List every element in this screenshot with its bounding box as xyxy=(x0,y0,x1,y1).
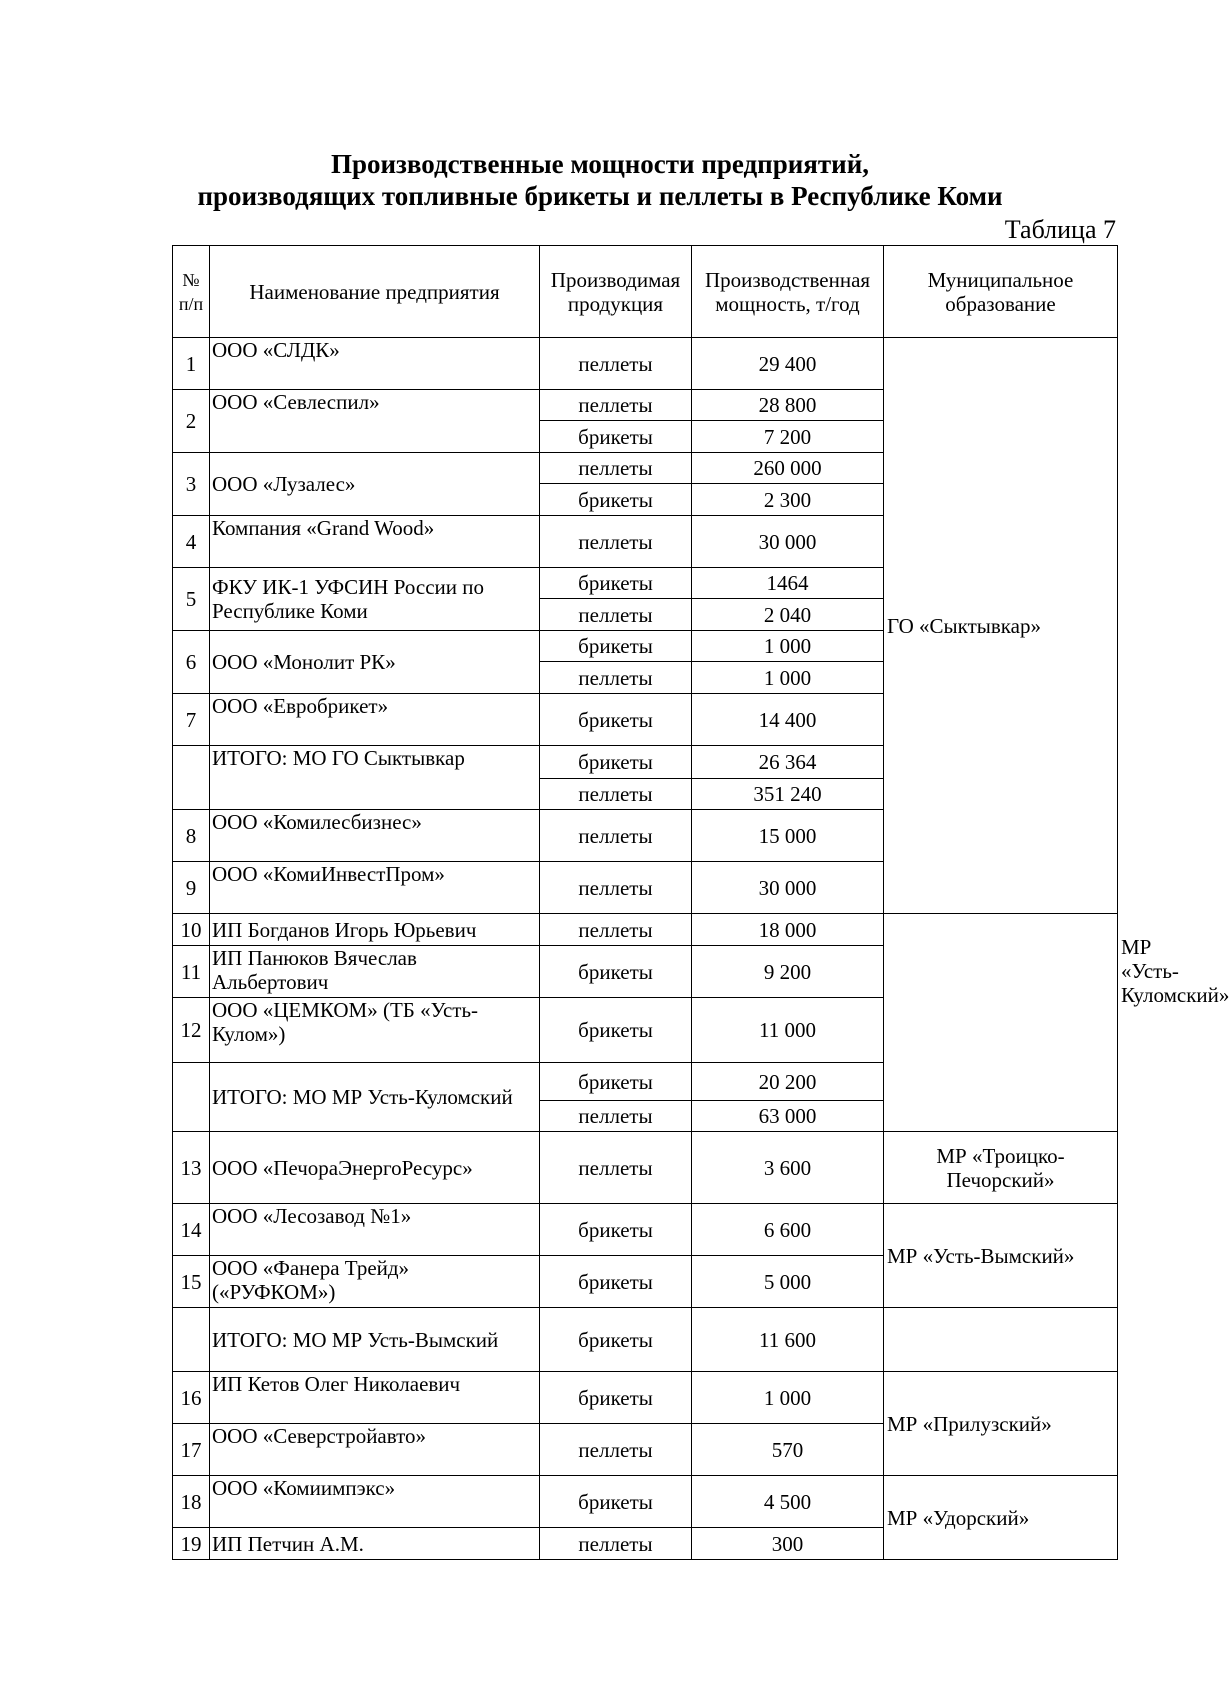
document-title-line1: Производственные мощности предприятий, xyxy=(330,149,870,179)
capacity-cell: 28 800 xyxy=(692,390,884,421)
company-name: ООО «ЦЕМКОМ» (ТБ «Усть-Кулом») xyxy=(210,998,540,1063)
capacity-cell: 1 000 xyxy=(692,1372,884,1424)
product-cell: брикеты xyxy=(540,568,692,599)
capacity-cell: 15 000 xyxy=(692,810,884,862)
company-name: ООО «Северстройавто» xyxy=(210,1424,540,1476)
row-num xyxy=(173,1063,210,1132)
capacity-cell: 18 000 xyxy=(692,914,884,946)
header-product: Производимая продукция xyxy=(540,246,692,338)
capacity-cell: 6 600 xyxy=(692,1204,884,1256)
capacity-cell: 14 400 xyxy=(692,694,884,746)
row-num: 5 xyxy=(173,568,210,631)
header-num: № п/п xyxy=(173,246,210,338)
table-row xyxy=(173,1132,1118,1204)
row-num: 18 xyxy=(173,1476,210,1528)
municipality-cell: ГО «Сыктывкар» xyxy=(884,338,1118,914)
company-name: ИП Богданов Игорь Юрьевич xyxy=(210,914,540,946)
company-name: ФКУ ИК-1 УФСИН России по Республике Коми xyxy=(210,568,540,631)
product-cell: пеллеты xyxy=(540,810,692,862)
product-cell: брикеты xyxy=(540,946,692,998)
header-capacity: Производственная мощность, т/год xyxy=(692,246,884,338)
row-num xyxy=(173,746,210,810)
capacity-cell: 30 000 xyxy=(692,862,884,914)
row-num: 14 xyxy=(173,1204,210,1256)
capacity-cell: 300 xyxy=(692,1528,884,1560)
capacity-table xyxy=(172,245,1229,1560)
table-header-row xyxy=(173,246,1118,338)
row-num: 9 xyxy=(173,862,210,914)
table-row xyxy=(173,998,1118,1063)
product-cell: брикеты xyxy=(540,1204,692,1256)
capacity-cell: 11 600 xyxy=(692,1308,884,1372)
total-label: ИТОГО: МО МР Усть-Куломский xyxy=(210,1063,540,1132)
company-name: ООО «Севлеспил» xyxy=(210,390,540,453)
product-cell: пеллеты xyxy=(540,1132,692,1204)
capacity-cell: 1 000 xyxy=(692,662,884,694)
product-cell: пеллеты xyxy=(540,599,692,631)
product-cell: брикеты xyxy=(540,1476,692,1528)
capacity-cell: 4 500 xyxy=(692,1476,884,1528)
product-cell: пеллеты xyxy=(540,516,692,568)
company-name: ООО «Комиимпэкс» xyxy=(210,1476,540,1528)
product-cell: пеллеты xyxy=(540,662,692,694)
capacity-cell: 3 600 xyxy=(692,1132,884,1204)
company-name: Компания «Grand Wood» xyxy=(210,516,540,568)
company-name: ООО «Евробрикет» xyxy=(210,694,540,746)
capacity-cell: 2 040 xyxy=(692,599,884,631)
table-row: 8 ООО «Комилесбизнес» пеллеты 15 000 МР «Усть-Куломский» xyxy=(173,810,1118,862)
row-num: 2 xyxy=(173,390,210,453)
row-num: 13 xyxy=(173,1132,210,1204)
header-name: Наименование предприятия xyxy=(210,246,540,338)
company-name: ООО «ПечораЭнергоРесурс» xyxy=(210,1132,540,1204)
row-num: 6 xyxy=(173,631,210,694)
municipality-cell: МР «Удорский» xyxy=(884,1476,1118,1560)
product-cell: пеллеты xyxy=(540,1424,692,1476)
row-num: 17 xyxy=(173,1424,210,1476)
company-name: ООО «Лузалес» xyxy=(210,453,540,516)
product-cell: брикеты xyxy=(540,1256,692,1308)
company-name: ООО «Комилесбизнес» xyxy=(210,810,540,862)
company-name: ООО «СЛДК» xyxy=(210,338,540,390)
document-title-line2: производящих топливные брикеты и пеллеты в Республике Коми xyxy=(197,181,1003,211)
product-cell: пеллеты xyxy=(540,338,692,390)
company-name: ООО «Лесозавод №1» xyxy=(210,1204,540,1256)
product-cell: пеллеты xyxy=(540,1101,692,1132)
row-num: 8 xyxy=(173,810,210,862)
table-row xyxy=(173,1476,1118,1528)
capacity-cell: 351 240 xyxy=(692,779,884,810)
table-row xyxy=(173,1204,1118,1256)
product-cell: пеллеты xyxy=(540,914,692,946)
capacity-cell: 63 000 xyxy=(692,1101,884,1132)
capacity-cell: 7 200 xyxy=(692,421,884,453)
row-num: 1 xyxy=(173,338,210,390)
product-cell: брикеты xyxy=(540,1372,692,1424)
row-num: 10 xyxy=(173,914,210,946)
capacity-cell: 1464 xyxy=(692,568,884,599)
product-cell: брикеты xyxy=(540,694,692,746)
company-name: ИП Кетов Олег Николаевич xyxy=(210,1372,540,1424)
company-name: ИП Петчин А.М. xyxy=(210,1528,540,1560)
product-cell: брикеты xyxy=(540,1308,692,1372)
table-row xyxy=(173,1372,1118,1424)
capacity-cell: 20 200 xyxy=(692,1063,884,1101)
capacity-cell: 11 000 xyxy=(692,998,884,1063)
company-name: ООО «Монолит РК» xyxy=(210,631,540,694)
header-municipality: Муниципальное образование xyxy=(884,246,1118,338)
capacity-cell: 30 000 xyxy=(692,516,884,568)
product-cell: пеллеты xyxy=(540,1528,692,1560)
capacity-cell: 26 364 xyxy=(692,746,884,779)
product-cell: брикеты xyxy=(540,421,692,453)
municipality-cell: МР «Прилузский» xyxy=(884,1372,1118,1476)
row-num: 11 xyxy=(173,946,210,998)
capacity-cell: 570 xyxy=(692,1424,884,1476)
capacity-cell: 29 400 xyxy=(692,338,884,390)
capacity-cell: 260 000 xyxy=(692,453,884,484)
product-cell: пеллеты xyxy=(540,862,692,914)
product-cell: брикеты xyxy=(540,484,692,516)
capacity-cell: 1 000 xyxy=(692,631,884,662)
capacity-cell: 5 000 xyxy=(692,1256,884,1308)
row-num: 7 xyxy=(173,694,210,746)
table-number: Таблица 7 xyxy=(1004,215,1116,244)
product-cell: брикеты xyxy=(540,1063,692,1101)
row-num: 3 xyxy=(173,453,210,516)
row-num: 16 xyxy=(173,1372,210,1424)
municipality-cell: МР «Троицко-Печорский» xyxy=(884,1132,1118,1204)
municipality-cell: МР «Усть-Вымский» xyxy=(884,1204,1118,1308)
company-name: ИП Панюков Вячеслав Альбертович xyxy=(210,946,540,998)
company-name: ООО «Фанера Трейд» («РУФКОМ») xyxy=(210,1256,540,1308)
row-num: 15 xyxy=(173,1256,210,1308)
row-num: 19 xyxy=(173,1528,210,1560)
product-cell: пеллеты xyxy=(540,390,692,421)
row-num: 12 xyxy=(173,998,210,1063)
row-num xyxy=(173,1308,210,1372)
row-num: 4 xyxy=(173,516,210,568)
total-row xyxy=(173,1063,1118,1101)
municipality-cell xyxy=(884,1308,1118,1372)
product-cell: брикеты xyxy=(540,746,692,779)
company-name: ООО «КомиИнвестПром» xyxy=(210,862,540,914)
product-cell: брикеты xyxy=(540,631,692,662)
total-label: ИТОГО: МО МР Усть-Вымский xyxy=(210,1308,540,1372)
table-row xyxy=(173,946,1118,998)
table-row xyxy=(173,338,1118,390)
product-cell: пеллеты xyxy=(540,453,692,484)
table-row xyxy=(173,914,1118,946)
capacity-cell: 2 300 xyxy=(692,484,884,516)
capacity-cell: 9 200 xyxy=(692,946,884,998)
product-cell: пеллеты xyxy=(540,779,692,810)
total-row xyxy=(173,1308,1118,1372)
total-label: ИТОГО: МО ГО Сыктывкар xyxy=(210,746,540,810)
product-cell: брикеты xyxy=(540,998,692,1063)
